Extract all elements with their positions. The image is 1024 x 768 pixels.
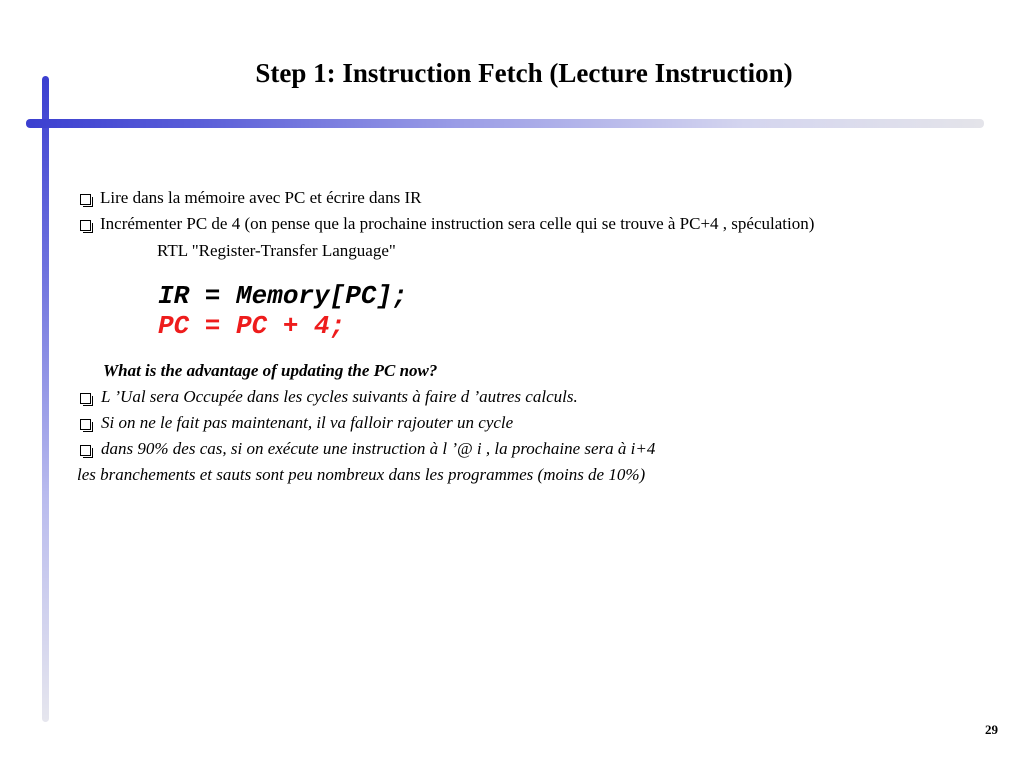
- footer-note: les branchements et sauts sont peu nombreux dans les programmes (moins de 10%): [77, 465, 646, 484]
- decorative-vertical-bar: [42, 76, 49, 722]
- rtl-label: RTL "Register-Transfer Language": [157, 241, 396, 260]
- code-line-pc: PC = PC + 4;: [158, 311, 346, 341]
- code-line-ir: IR = Memory[PC];: [158, 281, 408, 311]
- bullet-text: Incrémenter PC de 4 (on pense que la prochaine instruction sera celle qui se trouve à PC+4 , spéculation): [100, 214, 815, 233]
- bullet-text: Si on ne le fait pas maintenant, il va falloir rajouter un cycle: [101, 413, 514, 432]
- checkbox-bullet-icon: [80, 393, 91, 404]
- checkbox-bullet-icon: [80, 419, 91, 430]
- checkbox-bullet-icon: [80, 220, 91, 231]
- bullet-text: Lire dans la mémoire avec PC et écrire dans IR: [100, 188, 422, 207]
- decorative-horizontal-bar: [26, 119, 984, 128]
- page-number: 29: [985, 722, 998, 737]
- checkbox-bullet-icon: [80, 445, 91, 456]
- checkbox-bullet-icon: [80, 194, 91, 205]
- question-text: What is the advantage of updating the PC now?: [103, 361, 438, 380]
- bullet-text: dans 90% des cas, si on exécute une instruction à l ’@ i , la prochaine sera à i+4: [101, 439, 656, 458]
- bullet-text: L ’Ual sera Occupée dans les cycles suivants à faire d ’autres calculs.: [101, 387, 578, 406]
- slide-title: Step 1: Instruction Fetch (Lecture Instruction): [255, 58, 793, 88]
